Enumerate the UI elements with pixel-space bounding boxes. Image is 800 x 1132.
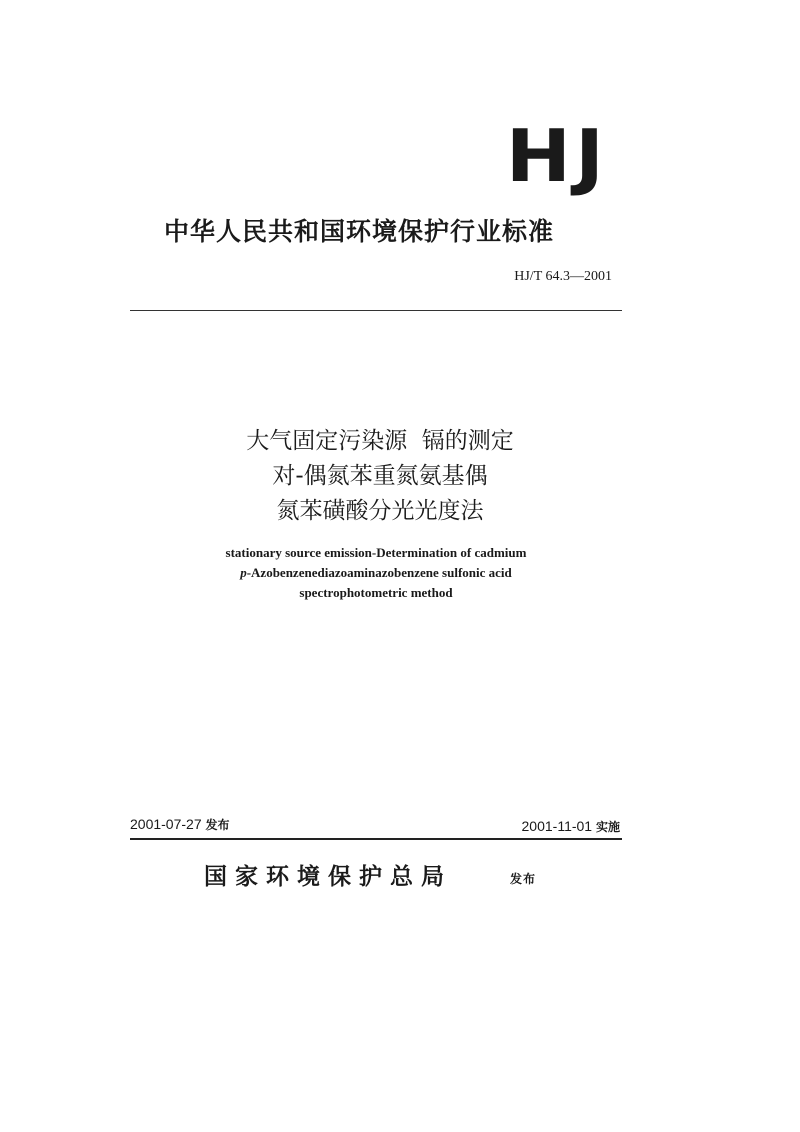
- chinese-title: [0, 424, 760, 529]
- standard-type-heading: 中华人民共和国环境保护行业标准: [164, 217, 555, 246]
- english-title-line-2-rest: -Azobenzenediazoaminazobenzene sulfonic acid: [246, 565, 512, 580]
- chinese-title-line-3: 氮苯磺酸分光光度法: [276, 498, 484, 524]
- english-title-line-1: stationary source emission-Determination of cadmium: [225, 545, 527, 560]
- chinese-title-line-2: 对-偶氮苯重氮氨基偶: [272, 463, 488, 489]
- issue-date-block: [130, 816, 230, 833]
- effective-date: 2001-11-01: [521, 818, 593, 834]
- english-title: [0, 543, 752, 603]
- hj-logo: HJ: [505, 115, 608, 199]
- publisher-suffix: 发布: [510, 872, 537, 886]
- english-title-line-2: [0, 563, 752, 583]
- english-title-italic-prefix: p: [240, 565, 247, 580]
- english-title-line-3: spectrophotometric method: [299, 585, 453, 600]
- standard-number: HJ/T 64.3—2001: [514, 269, 612, 284]
- bottom-divider: [130, 838, 622, 840]
- effective-date-block: [522, 818, 620, 835]
- issue-date: 2001-07-27: [130, 816, 202, 832]
- effective-label: 实施: [595, 820, 620, 834]
- top-divider: [130, 310, 622, 311]
- chinese-title-line-1: 大气固定污染源 镉的测定: [246, 428, 514, 454]
- publisher-name: 国家环境保护总局: [204, 863, 452, 890]
- issue-label: 发布: [205, 818, 230, 832]
